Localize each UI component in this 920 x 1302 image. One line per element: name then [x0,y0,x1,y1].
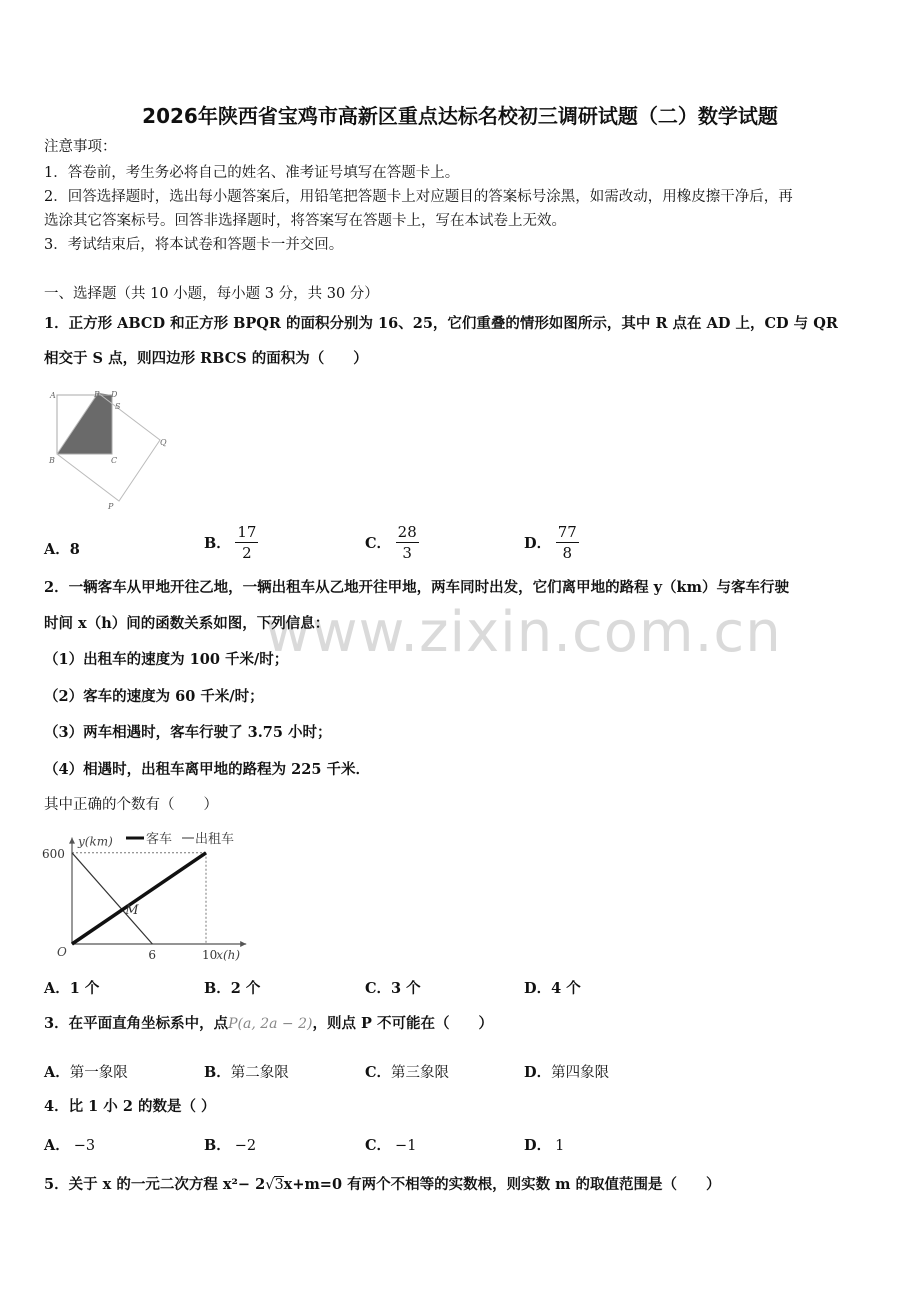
option-label: C． [365,1064,392,1081]
fraction [396,522,419,563]
q3-text-after: ，则点 P 不可能在（ ） [312,1015,493,1032]
q5-text-after: x+m=0 有两个不相等的实数根，则实数 m 的取值范围是（ ） [283,1176,721,1193]
page-title: 2026年陕西省宝鸡市高新区重点达标名校初三调研试题（二）数学试题 [142,104,778,128]
label-q: Q [160,438,167,447]
legend-bus-label: 客车 [146,832,173,847]
q3-option-a[interactable] [44,1061,128,1082]
q2-distance-time-chart [40,826,262,968]
label-p: P [108,502,114,511]
q2-option-d[interactable] [524,977,581,998]
notice-item: 选涂其它答案标号。回答非选择题时，将答案写在答题卡上，写在本试卷上无效。 [44,213,566,229]
y-axis-label: y(km) [78,834,113,849]
option-label: D． [524,980,552,997]
numerator: 28 [397,523,417,541]
option-label: B． [204,980,231,997]
q2-text-line2: 时间 x（h）间的函数关系如图，下列信息： [44,615,330,632]
series-bus-line [72,853,206,944]
watermark: www.zixin.com.cn [265,600,782,665]
option-value: 8 [69,541,80,558]
sqrt-sign: √ [265,1177,275,1193]
option-label: A． [44,1064,70,1081]
fraction [556,522,579,563]
q2-option-a[interactable] [44,977,99,998]
q2-statement: （3）两车相遇时，客车行驶了 3.75 小时； [44,724,332,741]
option-label: C． [365,1137,392,1154]
notice-heading: 注意事项： [44,139,117,155]
q3-option-b[interactable] [204,1061,289,1082]
notice-item: 3．考试结束后，将本试卷和答题卡一并交回。 [44,237,344,253]
q2-option-c[interactable] [365,977,421,998]
shaded-region [57,393,112,454]
label-b: B [49,456,55,465]
q3-formula: P(a, 2a − 2) [228,1016,313,1032]
option-value: 1 个 [69,980,100,997]
option-label: D． [524,535,552,552]
section-heading: 一、选择题（共 10 小题，每小题 3 分，共 30 分） [44,286,379,302]
q1-option-c[interactable] [365,522,419,563]
option-label: D． [524,1137,552,1154]
option-value: 3 个 [391,980,421,997]
q1-option-d[interactable] [524,522,579,563]
option-value: −1 [395,1138,417,1154]
label-s: S [115,402,121,411]
q3-text [44,1014,493,1034]
label-r: R [94,390,101,399]
q4-text: 4．比 1 小 2 的数是（ ） [44,1098,216,1115]
q4-option-d[interactable] [524,1134,564,1155]
option-value: 第一象限 [69,1065,128,1081]
denominator: 3 [402,544,412,562]
option-label: A． [44,541,70,558]
q2-statement: （4）相遇时，出租车离甲地的路程为 225 千米． [44,761,370,778]
option-label: C． [365,535,392,552]
y-tick-label: 600 [42,846,65,861]
q5-radicand: 3 [274,1177,284,1193]
label-c: C [111,456,118,465]
option-value: 1 [555,1138,565,1154]
option-label: A． [44,980,70,997]
x-tick-label: 10 [202,948,218,962]
notice-item: 2．回答选择题时，选出每小题答案后，用铅笔把答题卡上对应题目的答案标号涂黑，如需改动，用橡皮擦干净后，再 [44,189,793,205]
fraction [235,522,258,563]
label-a: A [50,391,56,400]
option-label: B． [204,535,231,552]
q4-option-c[interactable] [365,1134,416,1155]
q1-geometry-figure [44,385,174,515]
q1-text-line2: 相交于 S 点，则四边形 RBCS 的面积为（ ） [44,350,368,367]
option-value: 2 个 [230,980,261,997]
option-label: D． [524,1064,552,1081]
x-axis-label: x(h) [216,948,241,962]
option-label: C． [365,980,392,997]
q3-option-d[interactable] [524,1061,609,1082]
legend-taxi-label: 出租车 [195,832,235,847]
option-value: 第二象限 [230,1065,289,1081]
q1-option-b[interactable] [204,522,258,563]
q2-text-line1: 2．一辆客车从甲地开往乙地，一辆出租车从乙地开往甲地，两车同时出发，它们离甲地的路程 y（km）与客车行驶 [44,579,789,596]
q1-text-line1: 1．正方形 ABCD 和正方形 BPQR 的面积分别为 16、25，它们重叠的情形如图所示，其中 R 点在 AD 上，CD 与 QR [44,315,838,332]
numerator: 17 [237,523,257,541]
q2-statement: （2）客车的速度为 60 千米/时； [44,688,264,705]
origin-label: O [57,945,67,959]
option-label: A． [44,1137,70,1154]
option-value: −3 [73,1138,96,1154]
y-axis-arrow [69,838,75,844]
q5-coefficient: 2 [255,1176,266,1193]
option-value: 第四象限 [551,1065,610,1081]
option-label: B． [204,1064,231,1081]
q2-ask: 其中正确的个数有（ ） [44,797,218,813]
q2-option-b[interactable] [204,977,260,998]
q4-option-a[interactable] [44,1134,95,1155]
option-value: 第三象限 [391,1065,450,1081]
x-tick-label: 6 [148,948,157,962]
q2-statement: （1）出租车的速度为 100 千米/时； [44,651,289,668]
q3-text-before: 3．在平面直角坐标系中，点 [44,1015,229,1032]
q4-option-b[interactable] [204,1134,256,1155]
option-value: −2 [234,1138,257,1154]
option-value: 4 个 [551,980,581,997]
q1-option-a[interactable] [44,538,80,559]
notice-item: 1．答卷前，考生务必将自己的姓名、准考证号填写在答题卡上。 [44,165,460,181]
q5-text-before: 5．关于 x 的一元二次方程 x²− [44,1176,251,1193]
x-axis-arrow [240,941,246,947]
label-d: D [111,390,118,399]
intersection-label: M [125,902,139,918]
numerator: 77 [557,523,577,541]
option-label: B． [204,1137,231,1154]
q5-text [44,1175,721,1195]
denominator: 8 [562,544,572,562]
denominator: 2 [242,544,252,562]
q3-option-c[interactable] [365,1061,449,1082]
